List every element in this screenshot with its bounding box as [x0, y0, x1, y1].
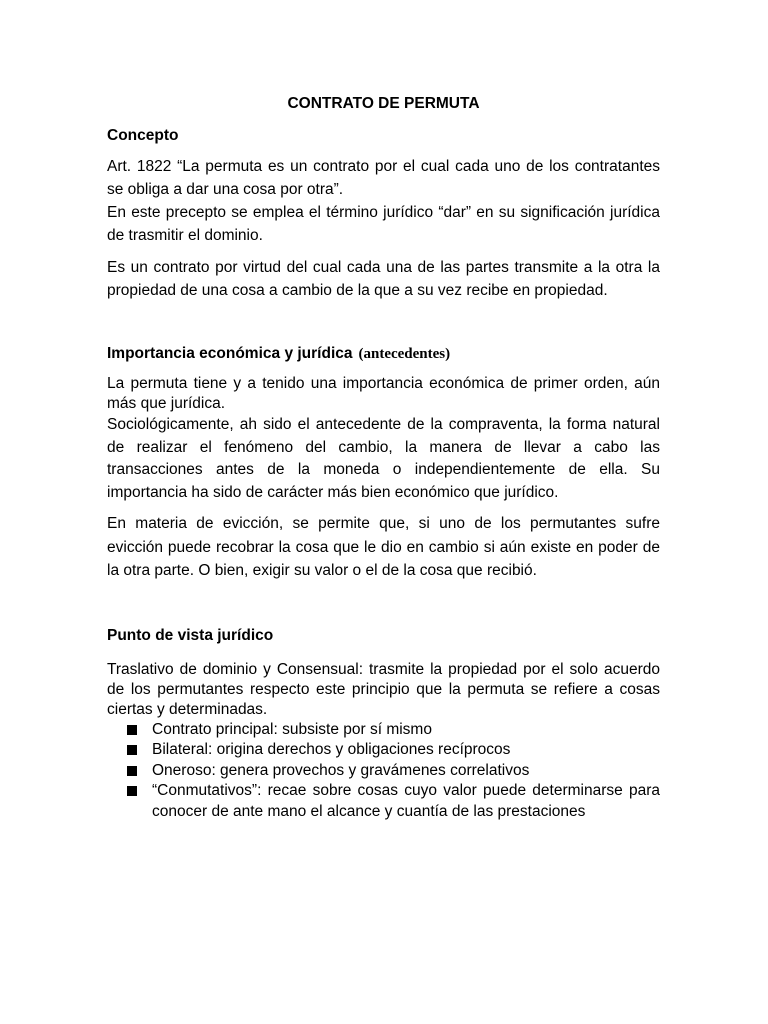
list-item-text: Contrato principal: subsiste por sí mismo	[152, 720, 432, 738]
characteristics-list	[107, 720, 660, 823]
section-heading-importancia-text: Importancia económica y jurídica	[107, 345, 353, 362]
document-title: CONTRATO DE PERMUTA	[287, 95, 480, 112]
paragraph-article-1822: Art. 1822 “La permuta es un contrato por el cual cada uno de los contratantes se obliga a dar una cosa por otra”.	[107, 158, 660, 198]
section-heading-importancia	[107, 344, 660, 364]
section-concepto	[107, 126, 660, 302]
list-item	[107, 740, 660, 761]
paragraph-traslativo: Traslativo de dominio y Consensual: trasmite la propiedad por el solo acuerdo de los permutantes respecto este principio que la permuta se refiere a cosas ciertas y determinadas.	[107, 660, 660, 718]
square-bullet-icon	[127, 725, 137, 735]
square-bullet-icon	[127, 745, 137, 755]
list-item	[107, 761, 660, 782]
section-heading-aside: (antecedentes)	[358, 346, 451, 362]
document-page	[107, 94, 660, 822]
paragraph-definition: Es un contrato por virtud del cual cada una de las partes transmite a la otra la propiedad de una cosa a cambio de la que a su vez recibe en propiedad.	[107, 259, 660, 299]
paragraph-sociologicamente: Sociológicamente, ah sido el antecedente de la compraventa, la forma natural de realizar el fenómeno del cambio, la manera de llevar a cabo las transacciones antes de la moneda o independientemente de ella. Su importancia ha sido de carácter más bien económico que jurídico.	[107, 416, 660, 501]
section-heading-concepto: Concepto	[107, 127, 179, 144]
section-importancia	[107, 344, 660, 583]
paragraph-importancia-economica: La permuta tiene y a tenido una importancia económica de primer orden, aún más que jurídica.	[107, 375, 660, 412]
section-punto-de-vista	[107, 626, 660, 823]
square-bullet-icon	[127, 786, 137, 796]
square-bullet-icon	[127, 766, 137, 776]
list-item-text: Bilateral: origina derechos y obligaciones recíprocos	[152, 741, 511, 758]
section-heading-punto-de-vista: Punto de vista jurídico	[107, 626, 274, 644]
paragraph-term-dar: En este precepto se emplea el término jurídico “dar” en su significación jurídica de trasmitir el dominio.	[107, 204, 660, 244]
list-item	[107, 720, 660, 741]
list-item	[107, 781, 660, 822]
list-item-text: “Conmutativos”: recae sobre cosas cuyo valor puede determinarse para conocer de ante mano el alcance y cuantía de las prestaciones	[152, 782, 660, 820]
list-item-text: Oneroso: genera provechos y gravámenes correlativos	[152, 761, 530, 779]
paragraph-eviccion: En materia de evicción, se permite que, si uno de los permutantes sufre evicción puede recobrar la cosa que le dio en cambio si aún existe en poder de la otra parte. O bien, exigir su valor o el de la cosa que recibió.	[107, 515, 660, 579]
